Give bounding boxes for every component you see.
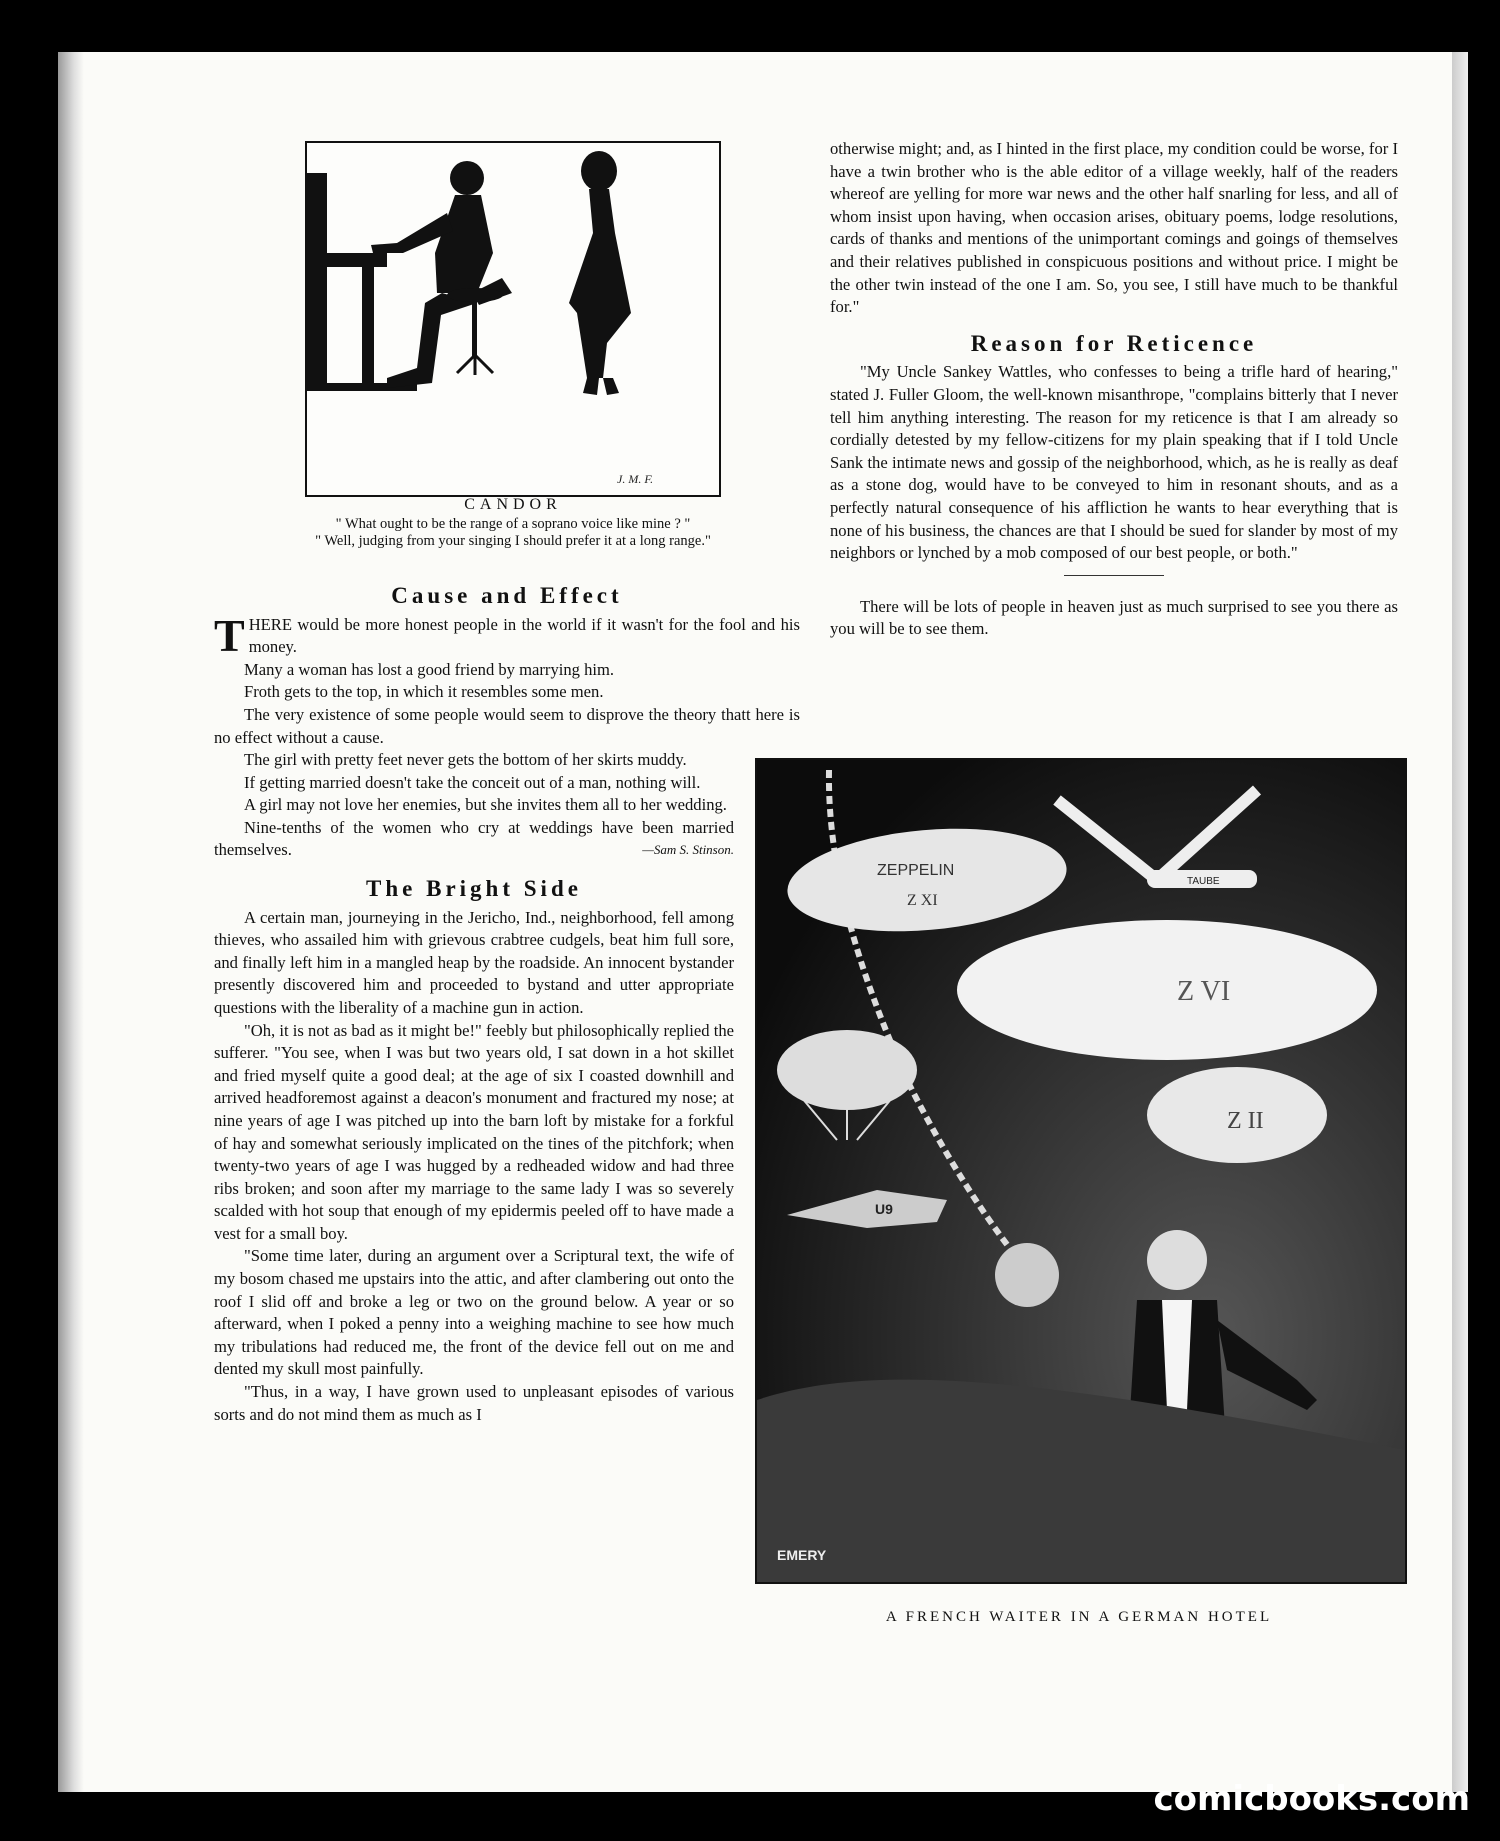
label-zvi: Z VI — [1177, 976, 1231, 1007]
cause-paragraph-3: Froth gets to the top, in which it resembles some men. — [244, 682, 604, 702]
cause-paragraph-5: The girl with pretty feet never gets the bottom of her skirts muddy. — [244, 750, 687, 769]
waiter-caption: A FRENCH WAITER IN A GERMAN HOTEL — [885, 1609, 1273, 1625]
cartoon-signature: EMERY — [777, 1547, 827, 1563]
bright-paragraph-4: "Thus, in a way, I have grown used to unpleasant episodes of various sorts and do not mind them as much as I — [214, 1382, 734, 1424]
bright-paragraph-1: A certain man, journeying in the Jericho, Ind., neighborhood, fell among thieves, who assailed him with grievous crabtree cudgels, beat him full sore, and finally left him in a mangled heap by the roadside. An innocent bystander presently discovered him and proceeded to bystand and utter appropriate questions with the liberality of a machine gun in action. — [214, 907, 734, 1017]
right-paragraph-1: otherwise might; and, as I hinted in the first place, my condition could be worse, for I have a twin brother who is the able editor of a village weekly, half of the readers whereof are yelling for more war news and the other half snarling for less, and all of whom insist upon having, when occasion arises, obituary poems, lodge resolutions, cards of thanks and mentions of the unimportant comings and goings of themselves and their relatives published in conspicuous positions and without price. I might be the other twin instead of the one I am. So, you see, I still have much to be thankful for." — [830, 139, 1398, 317]
page-spine-shadow — [58, 52, 84, 1792]
bright-heading: The Bright Side — [366, 875, 582, 901]
heaven-paragraph: There will be lots of people in heaven just as much surprised to see you there as you will be to see them. — [830, 596, 1398, 639]
label-zxi: Z XI — [907, 892, 938, 909]
cause-p1-text: HERE would be more honest people in the world if it wasn't for the fool and his money. — [248, 614, 800, 657]
left-column-top — [214, 575, 800, 749]
cause-paragraph-2: Many a woman has lost a good friend by marrying him. — [244, 659, 615, 679]
french-waiter-illustration — [757, 760, 1405, 1582]
left-column — [214, 749, 734, 1426]
candor-illustration — [307, 143, 719, 495]
cause-p8-text: Nine-tenths of the women who cry at weddings have been married themselves. — [214, 817, 734, 860]
cause-paragraph-7: A girl may not love her enemies, but she invites them all to her wedding. — [244, 795, 727, 815]
candor-caption — [228, 496, 798, 550]
cause-paragraph-8 — [214, 817, 734, 862]
svg-text:J. M. F.: J. M. F. — [617, 472, 654, 486]
right-column — [830, 138, 1398, 641]
reticence-paragraph-1: "My Uncle Sankey Wattles, who confesses to being a trifle hard of hearing," stated J. Fuller Gloom, the well-known misanthrope, "complains bitterly that I never tell him anything interesting. The reason for my reticence is that I am already so cordially detested by my fellow-citizens for my plain speaking that if I told Uncle Sank the intimate news and gossip of the neighborhood, which, as he is really as deaf as a stone dog, would have to be conveyed to him in resonant shouts, and as a perfectly natural consequence of his affliction he wants to hear everything that is none of his business, the chances are that I should be sued for slander by most of my neighbors or lynched by a mob composed of our best people, or both." — [830, 362, 1398, 563]
cause-paragraph-6: If getting married doesn't take the conceit out of a man, nothing will. — [244, 772, 701, 792]
section-divider — [1064, 575, 1164, 576]
cause-dropcap: T — [214, 609, 245, 661]
label-zeppelin: ZEPPELIN — [877, 862, 955, 879]
cause-heading: Cause and Effect — [391, 583, 623, 608]
cause-paragraph-1 — [214, 609, 800, 661]
candor-line-1: " What ought to be the range of a soprano voice like mine ? " — [335, 516, 691, 532]
next-page-edge — [1452, 52, 1468, 1792]
bright-paragraph-3: "Some time later, during an argument over a Scriptural text, the wife of my bosom chased me upstairs into the attic, and after clambering out onto the roof I slid off and broke a leg or two on the ground below. A year or so afterward, when I poked a penny into a weighing machine to see how much my tribulations had reduced me, the front of the device fell out on me and dented my skull most painfully. — [214, 1246, 734, 1379]
candor-cartoon — [305, 141, 721, 497]
label-zii: Z II — [1227, 1108, 1264, 1134]
label-taube: TAUBE — [1187, 876, 1220, 887]
french-waiter-cartoon — [755, 758, 1407, 1584]
candor-line-2: " Well, judging from your singing I should prefer it at a long range." — [315, 533, 711, 549]
watermark-text: comicbooks.com — [1153, 1779, 1470, 1819]
reticence-heading: Reason for Reticence — [970, 330, 1258, 356]
candor-title: CANDOR — [464, 496, 562, 513]
bright-paragraph-2: "Oh, it is not as bad as it might be!" feebly but philosophically replied the sufferer. "You see, when I was but two years old, I sat down in a hot skillet and fried myself quite a good deal; at the age of six I coasted downhill and arrived headforemost against a deacon's monument and fractured my nose; at nine years of age I was pitched up into the barn loft by mistake for a forkful of hay and somewhat seriously implicated on the tines of the pitchfork; when twenty-two years of age I was hugged by a redheaded widow and had three ribs broken; and soon after my marriage to the same lady I was so severely scalded with hot soup that enough of my epidermis peeled off to have made a vest for a small boy. — [214, 1020, 734, 1243]
cause-paragraph-4: The very existence of some people would seem to disprove the theory thatt here is no effect without a cause. — [214, 704, 800, 747]
cause-signature: —Sam S. Stinson. — [642, 842, 734, 858]
label-u9: U9 — [875, 1201, 893, 1217]
